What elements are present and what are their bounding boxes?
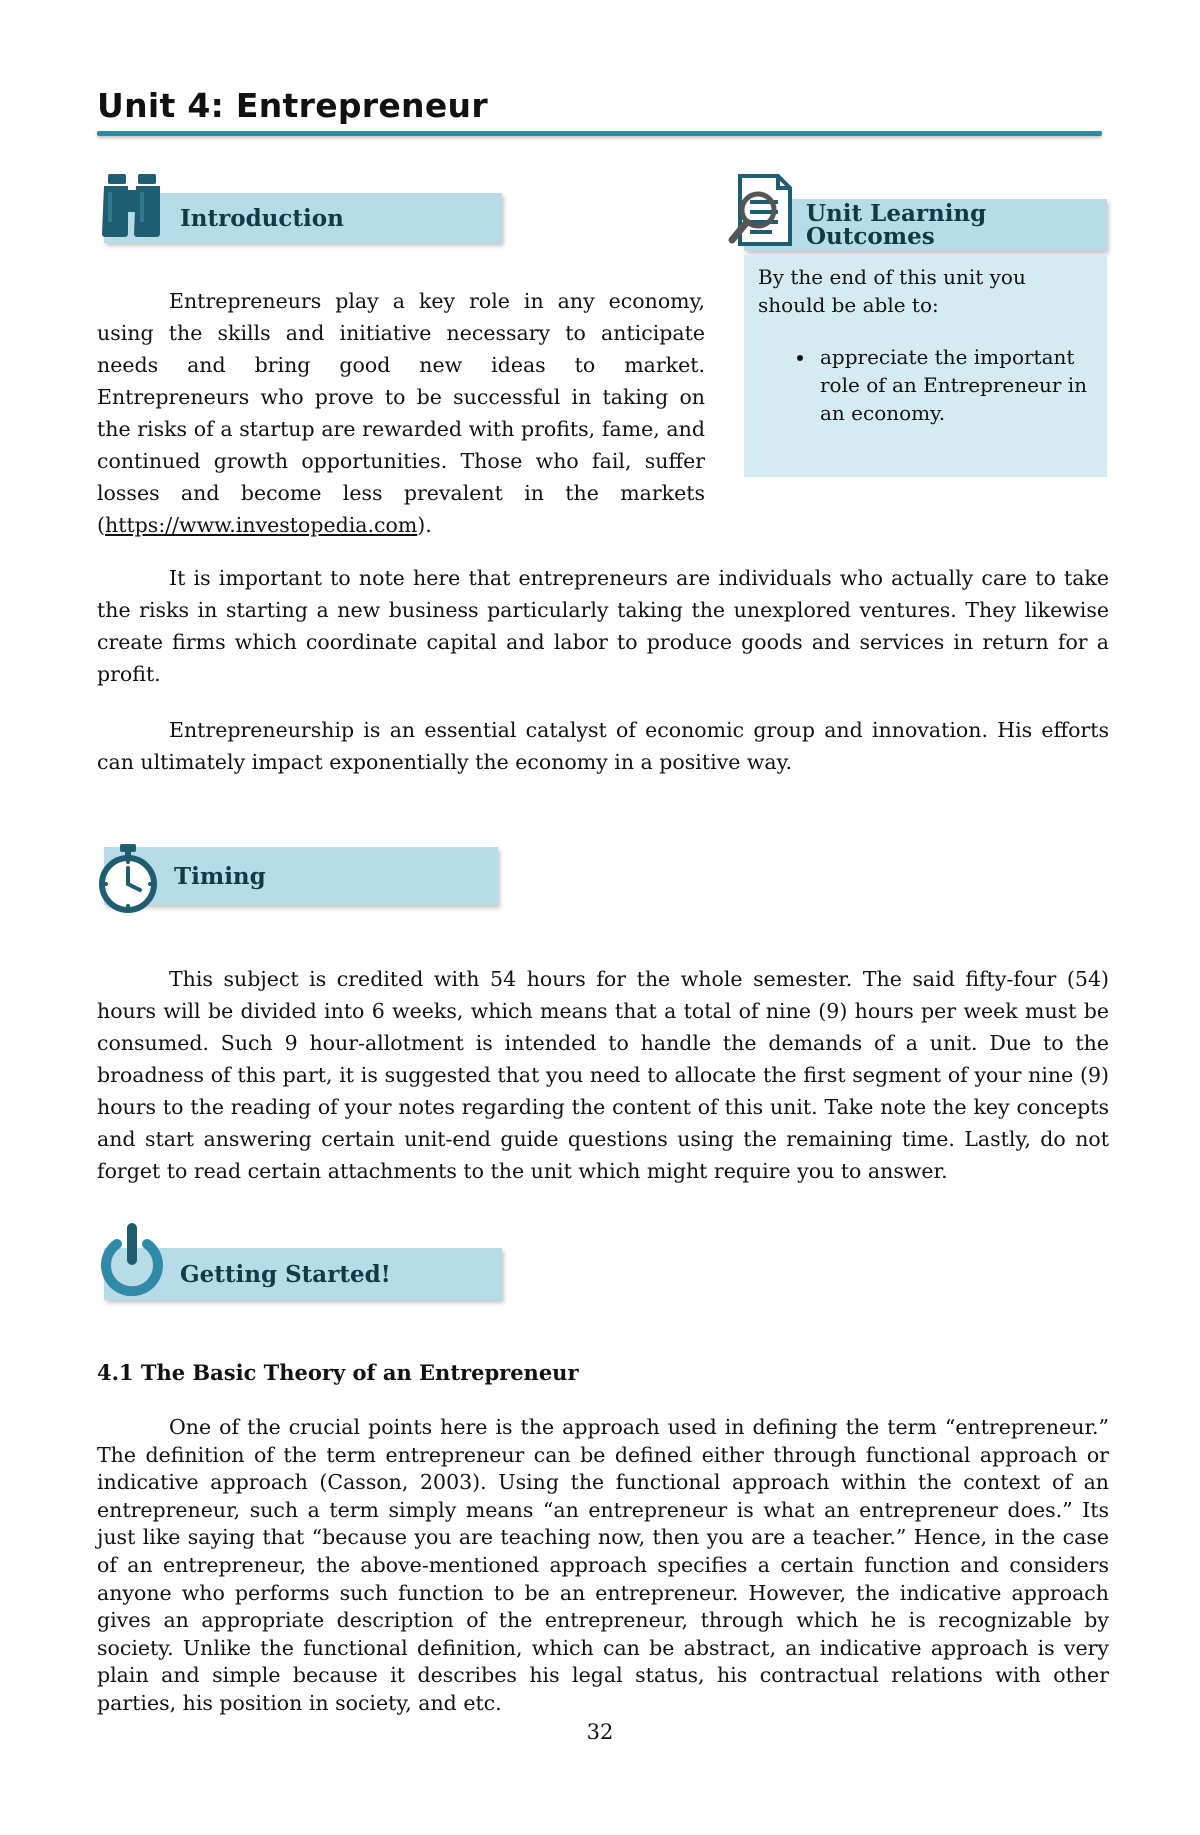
timing-paragraph: This subject is credited with 54 hours for the whole semester. The said fifty-four (54) hours will be divided into 6 weeks, which means that a total of nine (9) hours per week must be consumed. Such 9 hour-allotment is intended to handle the demands of a unit. Due to the broadness of this part, it is suggested that you need to allocate the first segment of your nine (9) hours to the reading of your notes regarding the content of this unit. Take note the key concepts and start answering certain unit-end guide questions using the remaining time. Lastly, do not forget to read certain attachments to the unit which might require you to answer. <box>97 967 1109 1183</box>
investopedia-link[interactable]: https://www.investopedia.com <box>105 513 418 537</box>
power-icon <box>95 1222 169 1300</box>
risks-paragraph: It is important to note here that entrepreneurs are individuals who actually care to take the risks in starting a new business particularly taking the unexplored ventures. They likewise create firms which coordinate capital and labor to produce goods and services in return for a profit. <box>97 566 1109 686</box>
binoculars-icon <box>98 172 166 242</box>
intro-paragraph: Entrepreneurs play a key role in any economy, using the skills and initiative necessary to anticipate needs and bring good new ideas to market. Entrepreneurs who prove to be successful in taking on the risks of a startup are rewarded with profits, fame, and continued growth opportunities. Those who fail, suffer losses and become less prevalent in the markets (https://www.investopedia.com). <box>97 289 705 537</box>
outcomes-list <box>758 343 1093 427</box>
outcomes-label: Unit Learning Outcomes <box>806 200 987 250</box>
page-number: 32 <box>586 1720 614 1744</box>
outcomes-lead: By the end of this unit you should be able to: <box>758 265 1026 317</box>
getting-started-label: Getting Started! <box>180 1260 391 1288</box>
timing-label: Timing <box>174 862 266 890</box>
introduction-label: Introduction <box>180 204 344 232</box>
outcomes-banner <box>744 199 1107 251</box>
theory-paragraph: One of the crucial points here is the approach used in defining the term “entrepreneur.” The definition of the term entrepreneur can be defined either through functional approach or indicative approach (Casson, 2003). Using the functional approach within the context of an entrepreneur, such a term simply means “an entrepreneur is what an entrepreneur does.” Its just like saying that “because you are teaching now, then you are a teacher.” Hence, in the case of an entrepreneur, the above-mentioned approach specifies a certain function and considers anyone who performs such function to be an entrepreneur. However, the indicative approach gives an appropriate description of the entrepreneur, through which he is recognizable by society. Unlike the functional definition, which can be abstract, an indicative approach is very plain and simple because it describes his legal status, his contractual relations with other parties, his position in society, and etc. <box>97 1415 1109 1715</box>
outcomes-box <box>744 255 1107 477</box>
magnifier-document-icon <box>728 172 798 252</box>
title-rule <box>97 131 1102 136</box>
section-heading: 4.1 The Basic Theory of an Entrepreneur <box>97 1360 579 1385</box>
catalyst-paragraph: Entrepreneurship is an essential catalyst of economic group and innovation. His efforts can ultimately impact exponentially the economy in a positive way. <box>97 718 1109 774</box>
page-title: Unit 4: Entrepreneur <box>97 86 488 125</box>
outcome-item: • appreciate the important role of an Entrepreneur in an economy. <box>816 343 1093 427</box>
timing-banner <box>104 847 498 905</box>
stopwatch-icon <box>96 842 160 918</box>
